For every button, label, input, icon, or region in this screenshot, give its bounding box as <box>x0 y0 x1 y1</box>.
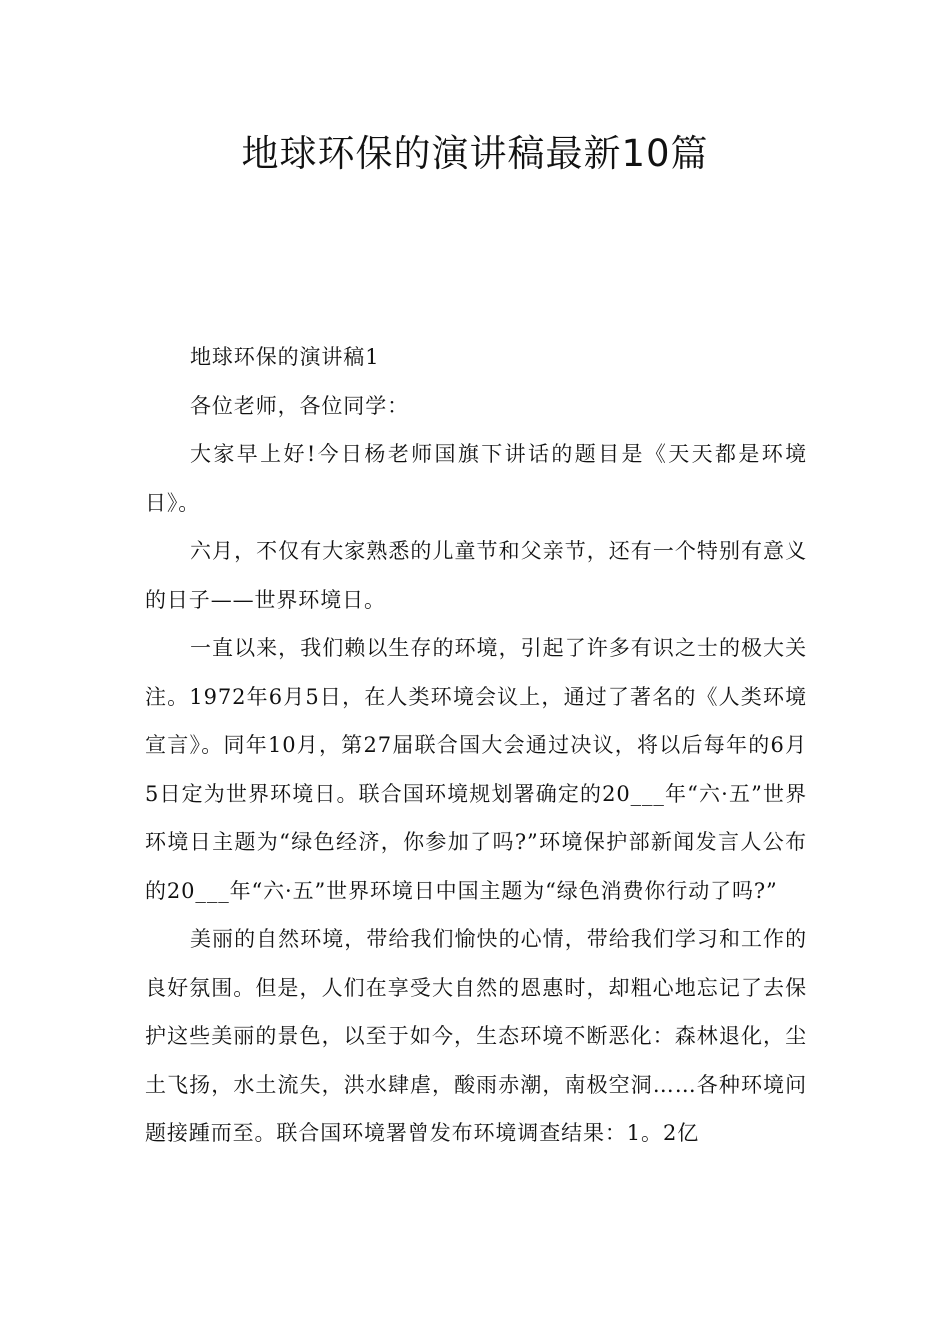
body-paragraph: 六月，不仅有大家熟悉的儿童节和父亲节，还有一个特别有意义的日子——世界环境日。 <box>145 539 807 612</box>
body-paragraph: 一直以来，我们赖以生存的环境，引起了许多有识之士的极大关注。1972年6月5日，在人类环境会议上，通过了著名的《人类环境宣言》。同年10月，第27届联合国大会通过决议，将以后每年的6月5日定为世界环境日。联合国环境规划署确定的20___年“六·五”世界环境日主题为“绿色经济，你参加了吗?”环境保护部新闻发言人公布的20___年“六·五”世界环境日中国主题为“绿色消费你行动了吗?” <box>145 636 807 903</box>
section-heading: 地球环保的演讲稿1 <box>190 345 380 369</box>
body-paragraph: 大家早上好!今日杨老师国旗下讲话的题目是《天天都是环境日》。 <box>145 442 807 515</box>
document-body <box>145 333 807 1158</box>
salutation-paragraph: 各位老师，各位同学： <box>190 393 409 418</box>
document-title: 地球环保的演讲稿最新10篇 <box>241 132 709 175</box>
body-paragraph: 美丽的自然环境，带给我们愉快的心情，带给我们学习和工作的良好氛围。但是，人们在享受大自然的恩惠时，却粗心地忘记了去保护这些美丽的景色，以至于如今，生态环境不断恶化：森林退化，尘土飞扬，水土流失，洪水肆虐，酸雨赤潮，南极空洞……各种环境问题接踵而至。联合国环境署曾发布环境调查结果：1。2亿 <box>145 927 807 1145</box>
